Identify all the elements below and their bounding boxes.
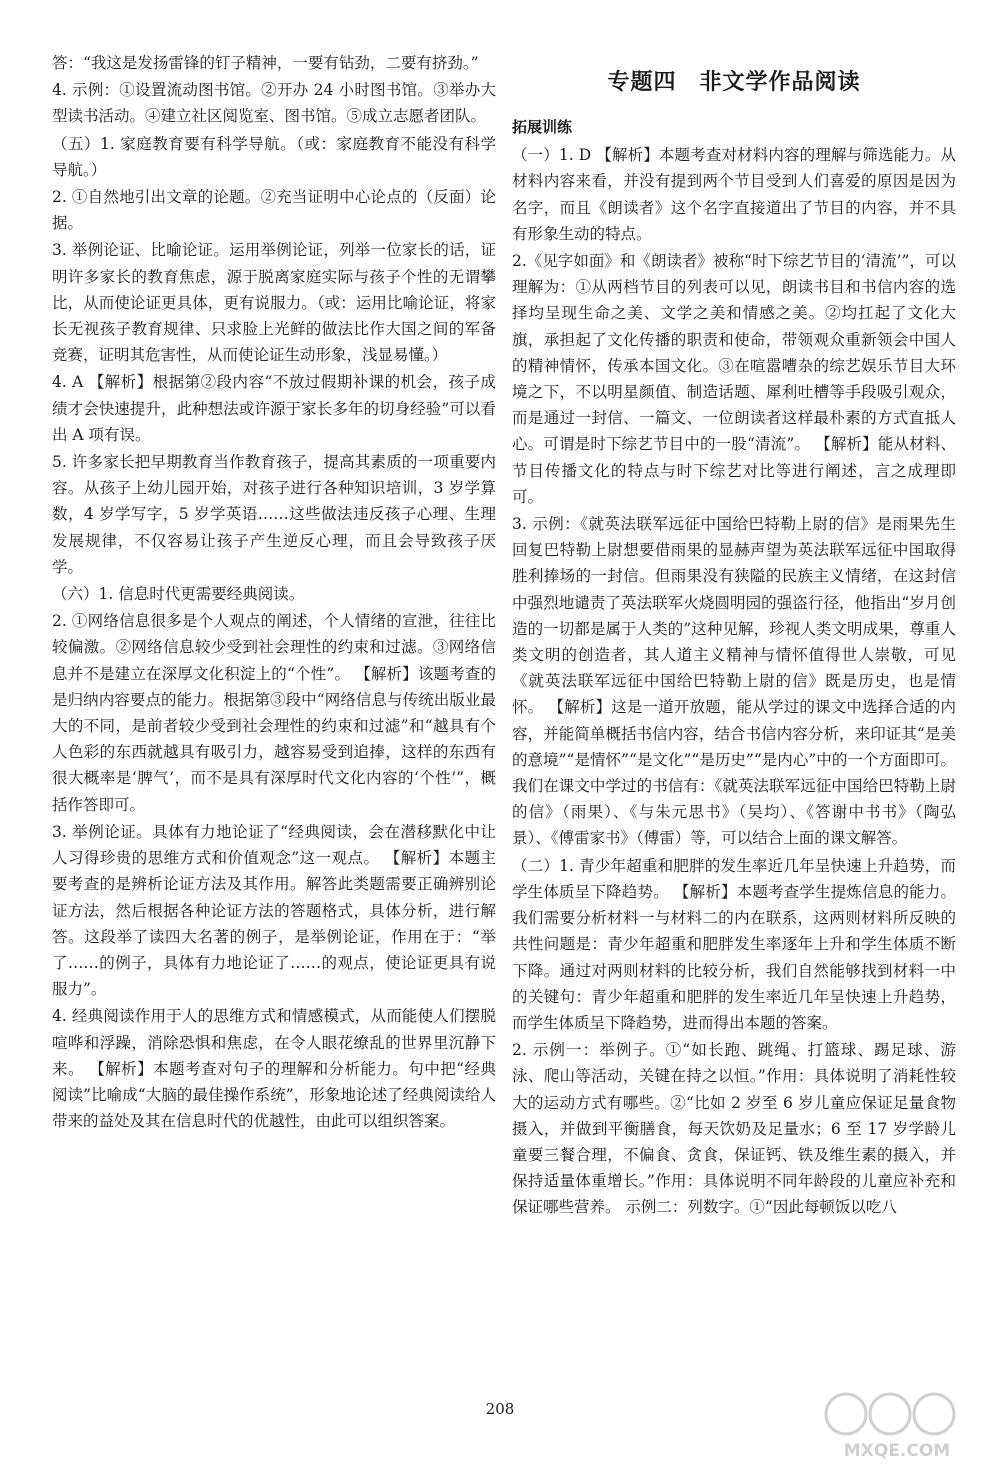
- right-paragraph: （二）1. 青少年超重和肥胖的发生率近几年呈快速上升趋势，而学生体质呈下降趋势。 【解析】本题考查学生提炼信息的能力。我们需要分析材料一与材料二的内在联系，这两则材料所反映的共性问题是：青少年超重和肥胖发生率逐年上升和学生体质不断下降。通过对两则材料的比较分析，我们自然能够找到材料一中的关键句：青少年超重和肥胖的发生率近几年呈快速上升趋势，而学生体质呈下降趋势，进而得出本题的答案。: [512, 856, 956, 1032]
- right-paragraph: 3. 示例：《就英法联军远征中国给巴特勒上尉的信》是雨果先生回复巴特勒上尉想要借雨果的显赫声望为英法联军远征中国取得胜利捧场的一封信。但雨果没有狭隘的民族主义情绪，在这封信中强烈地谴责了英法联军火烧圆明园的强盗行径，他指出“岁月创造的一切都是属于人类的”这种见解，珍视人类文明成果，尊重人类文明的创造者，其人道主义精神与情怀值得世人崇敬，可见《就英法联军远征中国给巴特勒上尉的信》既是历史，也是情怀。 【解析】这是一道开放题，能从学过的课文中选择合适的内容，并能简单概括书信内容，结合书信内容分析，来印证其“是美的意境”“是情怀”“是文化”“是历史”“是内心”中的一个方面即可。我们在课文中学过的书信有：《就英法联军远征中国给巴特勒上尉的信》（雨果）、《与朱元思书》（吴均）、《答谢中书书》（陶弘景）、《傅雷家书》（傅雷）等，可以结合上面的课文解答。: [512, 515, 956, 848]
- section-subhead: 拓展训练: [512, 118, 573, 136]
- watermark-text: MXQE.COM: [843, 1441, 951, 1461]
- left-paragraph: 4. A 【解析】根据第②段内容“不放过假期补课的机会，孩子成绩才会快速提升，此种想法或许源于家长多年的切身经验”可以看出 A 项有误。: [52, 373, 496, 444]
- right-column: [512, 68, 956, 1222]
- left-column: [52, 50, 496, 1135]
- left-paragraph: 2. ①网络信息很多是个人观点的阐述，个人情绪的宣泄，往往比较偏激。②网络信息较少受到社会理性的约束和过滤。③网络信息并不是建立在深厚文化积淀上的“个性”。 【解析】该题考查的是归纳内容要点的能力。根据第③段中“网络信息与传统出版业最大的不同，是前者较少受到社会理性的约束和过滤”和“越具有个人色彩的东西就越具有吸引力，越容易受到追捧，这样的东西有很大概率是‘脾气’，而不是具有深厚时代文化内容的‘个性’”，概括作答即可。: [52, 612, 496, 814]
- left-paragraph: 答：“我这是发扬雷锋的钉子精神，一要有钻劲，二要有挤劲。”: [52, 54, 479, 72]
- right-paragraph: 2. 示例一：举例子。①“如长跑、跳绳、打篮球、踢足球、游泳、爬山等活动，关键在持之以恒。”作用：具体说明了消耗性较大的运动方式有哪些。②“比如 2 岁至 6 岁儿童应保证足量食物摄入，并做到平衡膳食，每天饮奶及足量水；6 至 17 岁学龄儿童要三餐合理，不偏食、贪食，保证钙、铁及维生素的摄入，并保持适量体重增长。”作用：具体说明不同年龄段的儿童应补充和保证哪些营养。 示例二：列数字。①“因此每顿饭以吃八: [512, 1041, 956, 1217]
- right-paragraph: 2.《见字如面》和《朗读者》被称“时下综艺节目的‘清流’”，可以理解为：①从两档节目的列表可以见，朗读书目和书信内容的选择均呈现生命之美、文学之美和情感之美。②均扛起了文化大旗，承担起了文化传播的职责和使命，带领观众重新领会中国人的精神情怀，传承本国文化。③在喧嚣嘈杂的综艺娱乐节目大环境之下，不以明星颜值、制造话题、犀利吐槽等手段吸引观众，而是通过一封信、一篇文、一位朗读者这样最朴素的方式直抵人心。可谓是时下综艺节目中的一股“清流”。 【解析】能从材料、节目传播文化的特点与时下综艺对比等进行阐述，言之成理即可。: [512, 252, 956, 506]
- watermark-logo: [812, 1386, 982, 1464]
- page-number: 208: [485, 1400, 515, 1418]
- left-paragraph: 2. ①自然地引出文章的论题。②充当证明中心论点的（反面）论据。: [52, 188, 496, 233]
- left-paragraph: 4. 经典阅读作用于人的思维方式和情感模式，从而能使人们摆脱喧哗和浮躁，消除恐惧和焦虑，在令人眼花缭乱的世界里沉静下来。 【解析】本题考查对句子的理解和分析能力。句中把“经典阅读”比喻成“大脑的最佳操作系统”，形象地论述了经典阅读给人带来的益处及其在信息时代的优越性，由此可以组织答案。: [52, 1007, 496, 1131]
- left-paragraph: 3. 举例论证、比喻论证。运用举例论证，列举一位家长的话，证明许多家长的教育焦虑，源于脱离家庭实际与孩子个性的无谓攀比，从而使论证更具体，更有说服力。（或：运用比喻论证，将家长无视孩子教育规律、只求脸上光鲜的做法比作大国之间的军备竞赛，证明其危害性，从而使论证生动形象，浅显易懂。）: [52, 241, 496, 365]
- right-paragraph: （一）1. D 【解析】本题考查对材料内容的理解与筛选能力。从材料内容来看，并没有提到两个节目受到人们喜爱的原因是因为名字，而且《朗读者》这个名字直接道出了节目的内容，并不具有形象生动的特点。: [512, 146, 956, 243]
- left-paragraph: 3. 举例论证。具体有力地论证了“经典阅读，会在潜移默化中让人习得珍贵的思维方式和价值观念”这一观点。 【解析】本题主要考查的是辨析论证方法及其作用。解答此类题需要正确辨别论证方法，然后根据各种论证方法的答题格式，具体分析，进行解答。这段举了读四大名著的例子，是举例论证，作用在于：“举了……的例子，具体有力地论证了……的观点，使论证更具有说服力”。: [52, 822, 496, 999]
- left-paragraph: （六）1. 信息时代更需要经典阅读。: [52, 585, 305, 604]
- left-paragraph: （五）1. 家庭教育要有科学导航。（或：家庭教育不能没有科学导航。）: [52, 134, 496, 179]
- left-paragraph: 5. 许多家长把早期教育当作教育孩子，提高其素质的一项重要内容。从孩子上幼儿园开始，对孩子进行各种知识培训，3 岁学算数，4 岁学写字，5 岁学英语……这些做法违反孩子心理、生理发展规律，不仅容易让孩子产生逆反心理，而且会导致孩子厌学。: [52, 453, 496, 576]
- section-title: 专题四 非文学作品阅读: [607, 70, 861, 95]
- left-paragraph: 4. 示例：①设置流动图书馆。②开办 24 小时图书馆。③举办大型读书活动。④建立社区阅览室、图书馆。⑤成立志愿者团队。: [52, 81, 496, 126]
